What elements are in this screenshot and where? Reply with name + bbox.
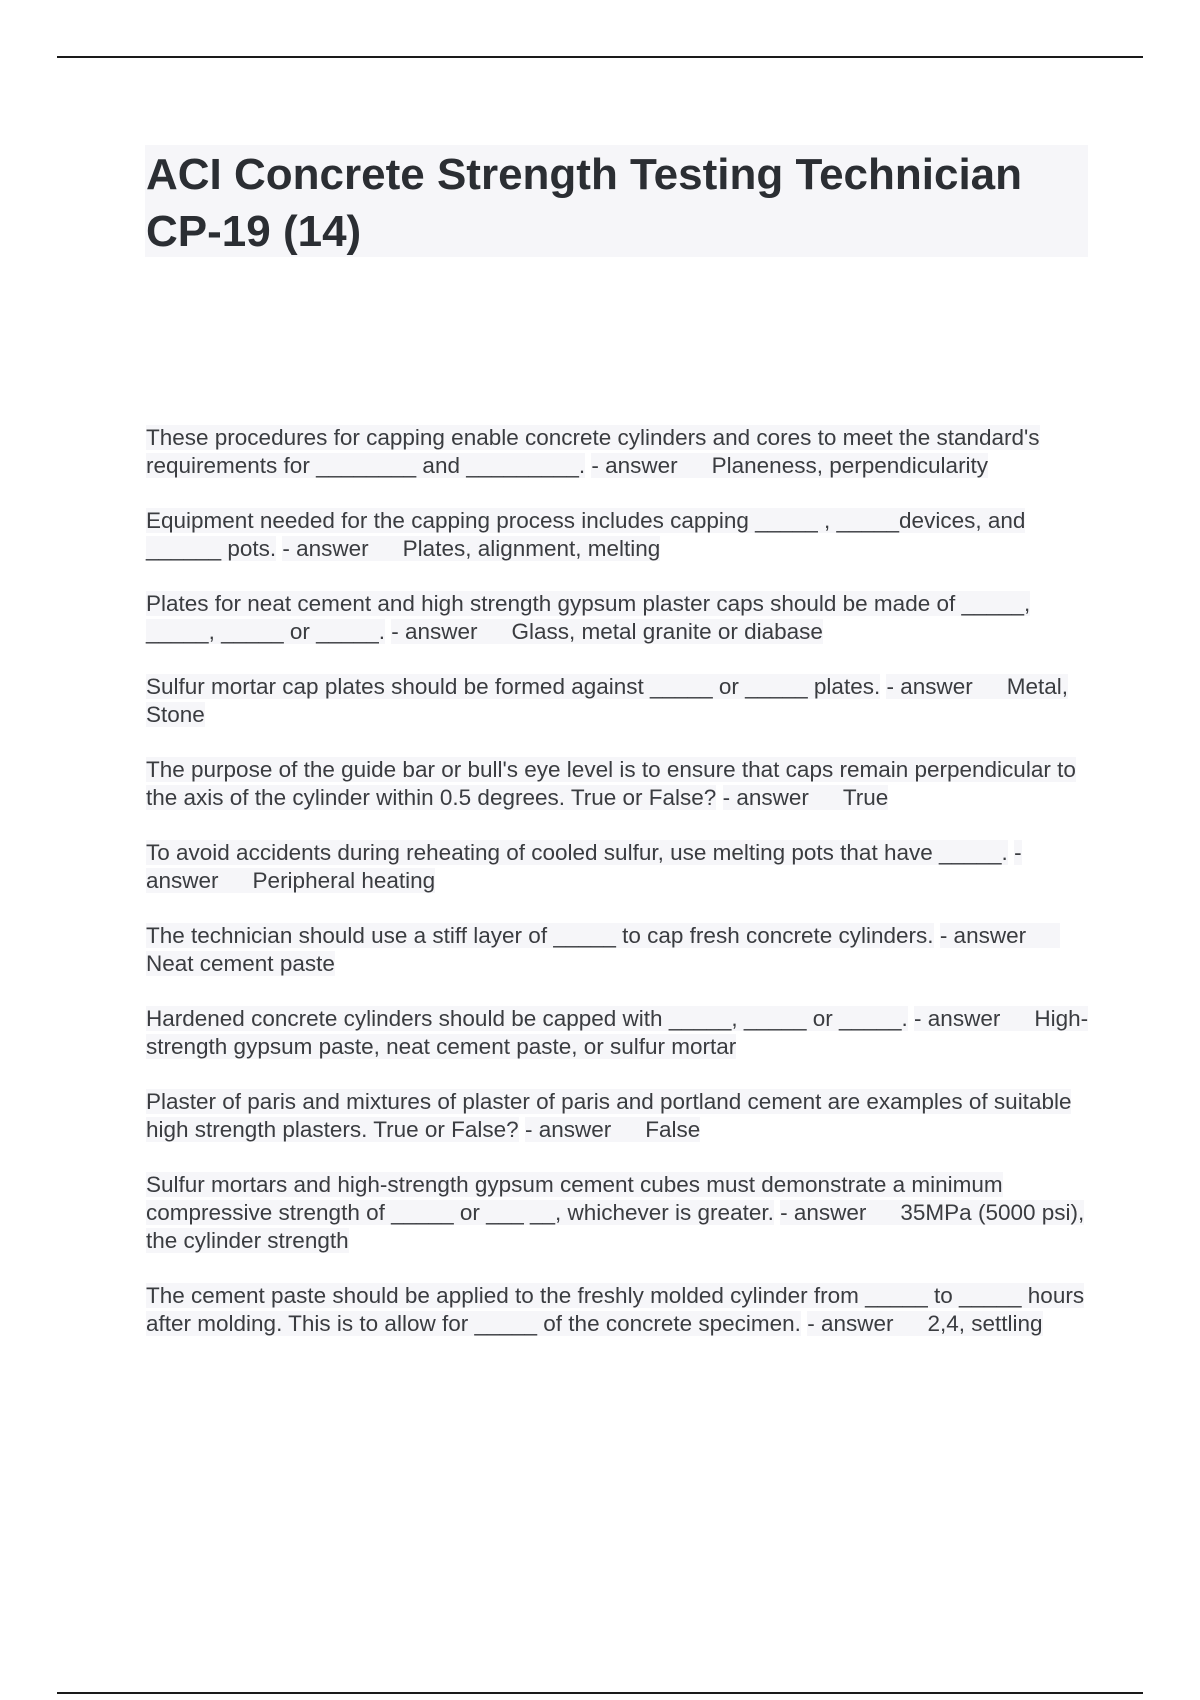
answer-marker: - answer [591,453,678,478]
answer-marker: - answer [914,1006,1001,1031]
answer-text: 2,4, settling [927,1311,1043,1336]
answer-text: Neat cement paste [146,951,335,976]
answer-text: False [645,1117,701,1142]
answer-marker: - answer [807,1311,894,1336]
qa-item [146,1005,1096,1061]
answer-marker: - answer [939,923,1027,948]
question-text: These procedures for capping enable concrete cylinders and cores to meet the standard's requirements for ________ and _________. [146,425,1040,478]
question-text: Sulfur mortar cap plates should be formed against _____ or _____ plates. [146,674,881,699]
question-answer-list [146,424,1096,1365]
qa-item [146,756,1096,812]
qa-item [146,1088,1096,1144]
answer-marker: - answer [722,785,809,810]
top-rule [57,56,1143,58]
question-text: The technician should use a stiff layer of _____ to cap fresh concrete cylinders. [146,923,934,948]
question-text: To avoid accidents during reheating of cooled sulfur, use melting pots that have _____. [146,840,1008,865]
answer-marker: - answer [886,674,973,699]
question-text: The cement paste should be applied to the freshly molded cylinder from _____ to _____ hours after molding. This is to allow for _____ of the concrete specimen. [146,1283,1085,1336]
answer-text: Glass, metal granite or diabase [511,619,823,644]
answer-marker: - answer [391,619,478,644]
question-text: Hardened concrete cylinders should be capped with _____, _____ or _____. [146,1006,908,1031]
answer-text: Plates, alignment, melting [402,536,661,561]
answer-text: Peripheral heating [252,868,436,893]
qa-item [146,673,1096,729]
qa-item [146,590,1096,646]
bottom-rule [57,1692,1143,1694]
answer-marker: - answer [524,1117,612,1142]
answer-text: Planeness, perpendicularity [711,453,989,478]
qa-item [146,1282,1096,1338]
answer-text: High-strength gypsum paste, neat cement paste, or sulfur mortar [146,1006,1089,1059]
qa-item [146,839,1096,895]
answer-text: True [842,785,889,810]
question-text: Equipment needed for the capping process includes capping _____ , _____devices, and ______ pots. [146,508,1026,561]
answer-text: 35MPa (5000 psi), the cylinder strength [146,1200,1085,1253]
question-text: Plates for neat cement and high strength gypsum plaster caps should be made of _____, _____, _____ or _____. [146,591,1031,644]
answer-marker: - answer [282,536,369,561]
answer-marker: - answer [780,1200,867,1225]
question-text: Sulfur mortars and high-strength gypsum cement cubes must demonstrate a minimum compressive strength of _____ or ___ __, whichever is greater. [146,1172,1003,1225]
question-text: Plaster of paris and mixtures of plaster of paris and portland cement are examples of suitable high strength plasters. True or False? [146,1089,1072,1142]
answer-marker: - answer [146,840,1022,893]
qa-item [146,1171,1096,1255]
answer-text: Metal, Stone [146,674,1069,727]
qa-item [146,424,1096,480]
page-title: ACI Concrete Strength Testing Technician CP-19 (14) [146,150,1023,256]
qa-item [146,507,1096,563]
qa-item [146,922,1096,978]
question-text: The purpose of the guide bar or bull's eye level is to ensure that caps remain perpendicular to the axis of the cylinder within 0.5 degrees. True or False? [146,757,1076,810]
